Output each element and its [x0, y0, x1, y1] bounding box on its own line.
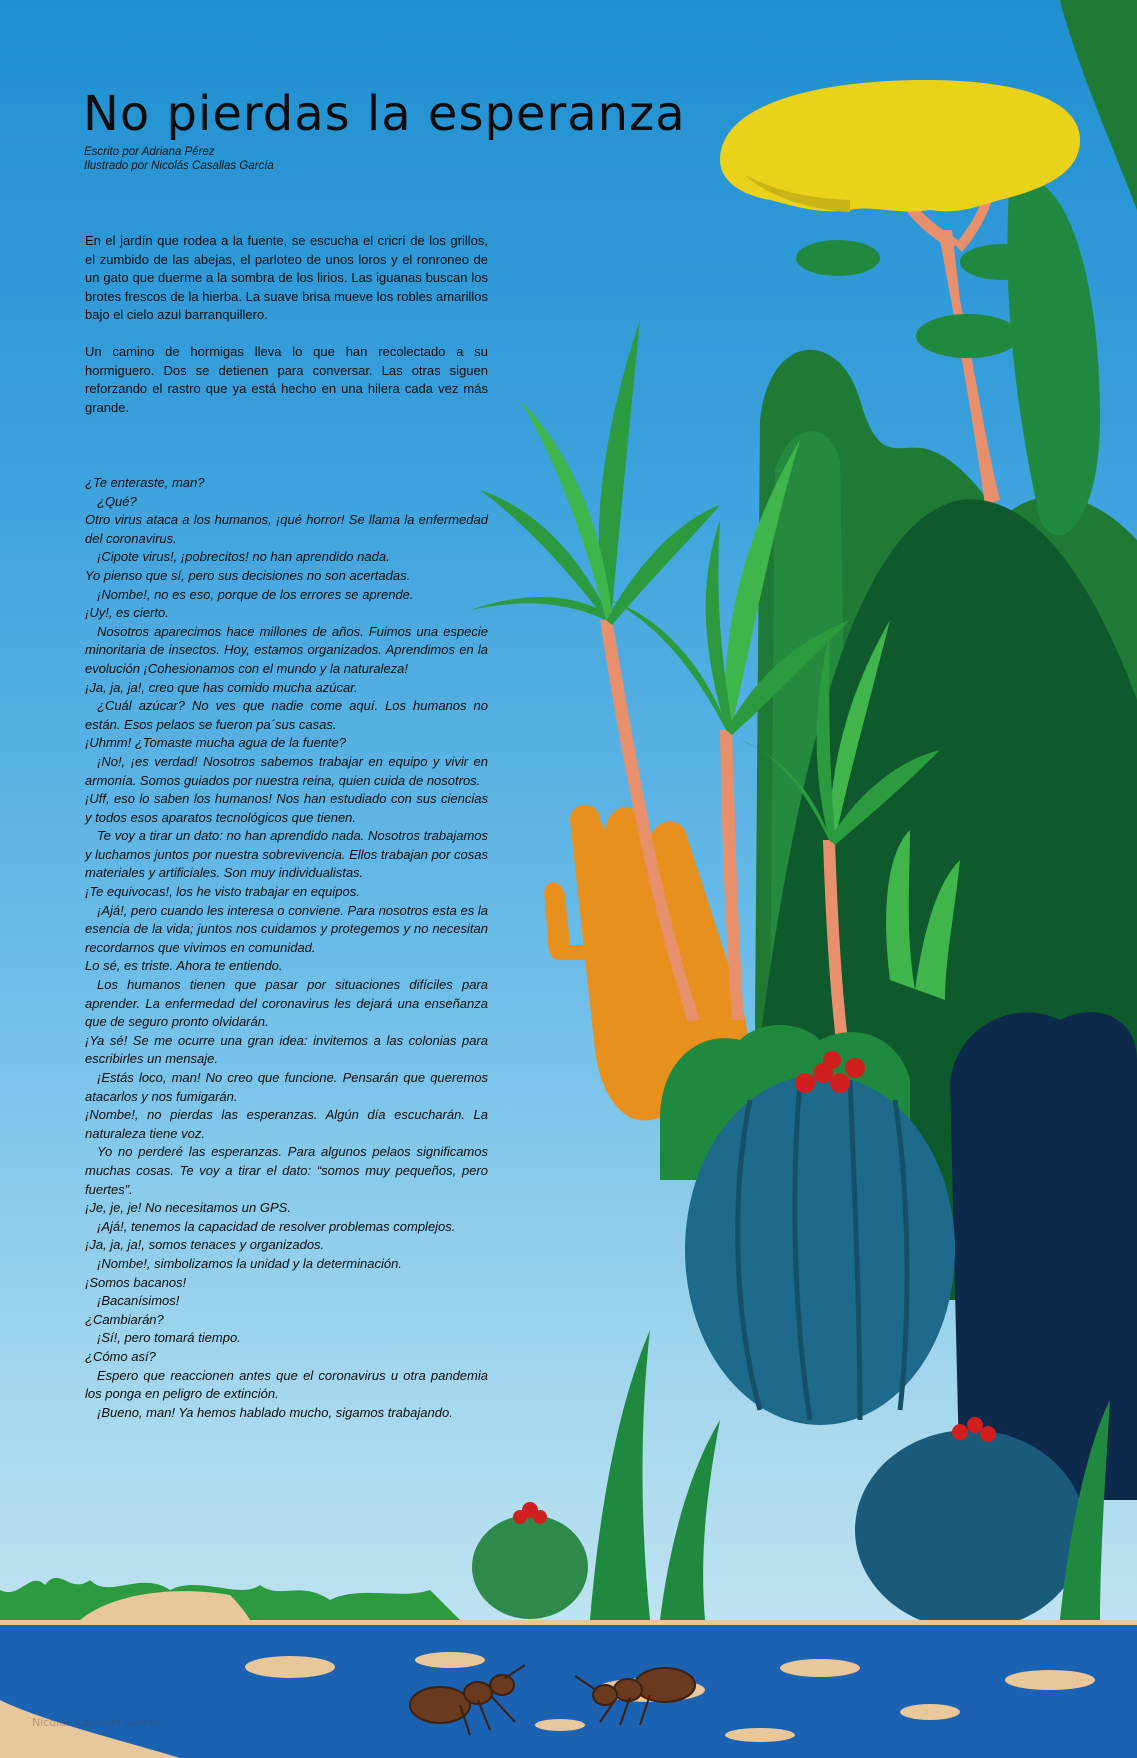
fountain-icon [0, 1625, 1137, 1758]
dialogue-line: ¡Estás loco, man! No creo que funcione. Pensarán que queremos atacarlos y nos fumigarán. [85, 1070, 488, 1104]
dialogue-line: ¡Ya sé! Se me ocurre una gran idea: invitemos a las colonias para escribirles un mensaje. [85, 1032, 488, 1067]
right-leaf-icon [1007, 177, 1100, 535]
dialogue-line: ¡Uy!, es cierto. [85, 605, 169, 621]
story-intro [85, 232, 488, 435]
dialogue-line: Lo sé, es triste. Ahora te entiendo. [85, 958, 283, 974]
credits [84, 145, 274, 173]
palm-icon [470, 320, 720, 625]
tree-leaf-cluster [916, 314, 1020, 358]
dialogue-line: ¡Sí!, pero tomará tiempo. [97, 1330, 241, 1346]
page-title: No pierdas la esperanza [83, 86, 686, 142]
dialogue-line: ¡Uff, eso lo saben los humanos! Nos han estudiado con sus ciencias y todos esos aparatos tecnológicos que tienen. [85, 791, 488, 825]
dialogue-line: ¡Bueno, man! Ya hemos hablado mucho, sigamos trabajando. [97, 1404, 453, 1420]
dialogue-line: ¡Nombe!, no es eso, porque de los errores se aprende. [97, 586, 414, 602]
dialogue-line: ¡Ajá!, pero cuando les interesa o conviene. Para nosotros esta es la esencia de la vida; juntos nos cuidamos y protegemos y no necesitan recordarnos que vivimos en comunidad. [85, 902, 488, 955]
dialogue-line: ¡Te equivocas!, los he visto trabajar en equipos. [85, 884, 360, 900]
paragraph: Un camino de hormigas lleva lo que han recolectado a su hormiguero. Dos se detienen para conversar. Las otras siguen reforzando el rastro que ya está hecho en una hilera cada vez más grande. [85, 343, 488, 415]
dialogue-line: Yo no perderé las esperanzas. Para algunos pelaos significamos muchas cosas. Te voy a tirar el dato: “somos muy pequeños, pero fuertes”. [85, 1144, 488, 1197]
dialogue-line: Te voy a tirar un dato: no han aprendido nada. Nosotros trabajamos y luchamos juntos por nuestra sobrevivencia. Ellos trabajan por cosas materiales y artificiales. Son muy individualistas. [85, 828, 488, 881]
author-credit: Escrito por Adriana Pérez [84, 146, 215, 158]
dialogue-line: Yo pienso que sí, pero sus decisiones no son acertadas. [85, 567, 411, 583]
ball-cactus-icon [855, 1430, 1085, 1630]
dialogue-line: ¡Uhmm! ¿Tomaste mucha agua de la fuente? [85, 735, 347, 751]
right-edge-leaf-icon [1060, 0, 1137, 210]
dialogue-line: ¿Cuál azúcar? No ves que nadie come aquí. Los humanos no están. Esos pelaos se fueron pa´sus casas. [85, 698, 488, 732]
dialogue-line: ¡Nombe!, no pierdas las esperanzas. Algún día escucharán. La naturaleza tiene voz. [85, 1107, 488, 1141]
dialogue-line: ¡Bacanísimos! [97, 1293, 180, 1309]
dialogue-line: ¿Cómo así? [85, 1348, 156, 1364]
tree-leaf-cluster [796, 240, 880, 276]
dialogue-line: Los humanos tienen que pasar por situaciones difíciles para aprender. La enfermedad del coronavirus les dejará una enseñanza que de seguro pronto olvidarán. [85, 977, 488, 1030]
dialogue-line: ¡No!, ¡es verdad! Nosotros sabemos trabajar en equipo y vivir en armonía. Somos guiados por nuestra reina, quien cuida de nosotros. [85, 753, 488, 788]
illustrator-credit: Ilustrado por Nicolás Casallas García [84, 160, 274, 172]
ball-cactus-icon [472, 1515, 588, 1619]
dialogue-line: ¡Nombe!, simbolizamos la unidad y la determinación. [97, 1255, 402, 1271]
dialogue-line: Otro virus ataca a los humanos, ¡qué horror! Se llama la enfermedad del coronavirus. [85, 512, 488, 546]
dialogue-line: ¡Ajá!, tenemos la capacidad de resolver problemas complejos. [97, 1218, 456, 1234]
dialogue [85, 474, 488, 1422]
dialogue-line: ¿Te enteraste, man? [85, 475, 205, 490]
ball-cactus-icon [685, 1075, 955, 1425]
dialogue-line: ¡Somos bacanos! [85, 1274, 187, 1290]
dialogue-line: ¡Je, je, je! No necesitamos un GPS. [85, 1200, 291, 1216]
dialogue-line: Nosotros aparecimos hace millones de años. Fuimos una especie minoritaria de insectos. Hoy, estamos organizados. Aprendimos en la evolución ¡Cohesionamos con el mundo y la naturaleza! [85, 623, 488, 676]
paragraph: En el jardín que rodea a la fuente, se escucha el cricrí de los grillos, el zumbido de las abejas, el parloteo de unos loros y el ronroneo de un gato que duerme a la sombra de los lirios. Las iguanas buscan los brotes frescos de la hierba. La suave brisa mueve los robles amarillos bajo el cielo azul barranquillero. [85, 233, 488, 323]
dialogue-line: ¡Ja, ja, ja!, somos tenaces y organizados. [85, 1237, 325, 1253]
dialogue-line: ¡Ja, ja, ja!, creo que has comido mucha azúcar. [85, 679, 358, 695]
dialogue-line: ¿Qué? [97, 493, 137, 509]
dialogue-line: ¡Cipote virus!, ¡pobrecitos! no han aprendido nada. [97, 549, 390, 565]
dialogue-line: ¿Cambiarán? [85, 1311, 164, 1327]
dialogue-line: Espero que reaccionen antes que el coronavirus u otra pandemia los ponga en peligro de extinción. [85, 1367, 488, 1402]
illustrator-signature: Nicolás Casallas García [32, 1716, 160, 1729]
tree-leaf-cluster [960, 244, 1044, 280]
